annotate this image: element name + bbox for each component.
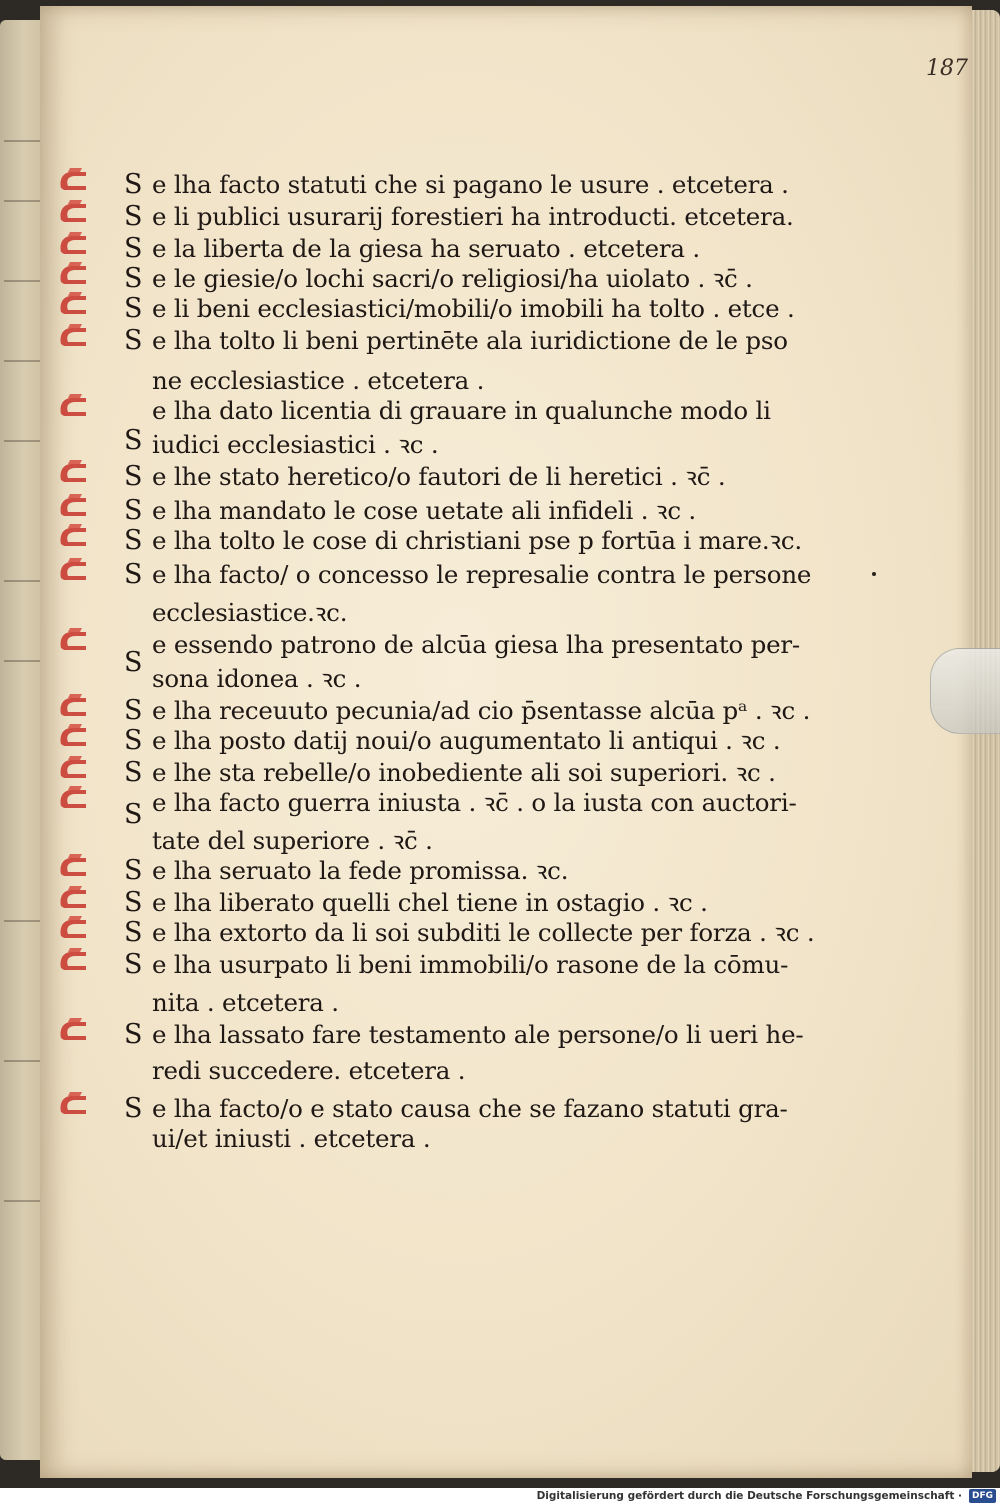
text-line: e lhe stato heretico/o fautori de li heretici . ꝛc̄ . xyxy=(152,462,726,491)
text-line: ecclesiastice.ꝛc. xyxy=(152,598,348,627)
rubric-mark-icon xyxy=(56,914,88,944)
text-line: e lha facto/o e stato causa che se fazano statuti gra- xyxy=(152,1094,788,1123)
initial-letter: S xyxy=(124,325,143,356)
rubric-mark-icon xyxy=(56,722,88,752)
text-line: e lha tolto li beni pertinēte ala iuridictione de le pso xyxy=(152,326,788,355)
rubric-mark-icon xyxy=(56,852,88,882)
initial-letter: S xyxy=(124,525,143,556)
rubric-mark-icon xyxy=(56,290,88,320)
rubric-mark-icon xyxy=(56,392,88,422)
initial-letter: S xyxy=(124,425,143,456)
initial-letter: S xyxy=(124,917,143,948)
footer-credit: Digitalisierung gefördert durch die Deutsche Forschungsgemeinschaft · xyxy=(536,1490,962,1502)
rubric-mark-icon xyxy=(56,754,88,784)
text-line: e lha lassato fare testamento ale persone/o li ueri he- xyxy=(152,1020,804,1049)
rubric-mark-icon xyxy=(56,458,88,488)
initial-letter: S xyxy=(124,799,143,830)
text-line: e lha receuuto pecunia/ad cio p̄sentasse alcūa pᵃ . ꝛc . xyxy=(152,696,811,725)
text-line: e lha facto statuti che si pagano le usure . etcetera . xyxy=(152,170,789,199)
rubric-mark-icon xyxy=(56,198,88,228)
text-line: e lha dato licentia di grauare in qualunche modo li xyxy=(152,396,771,425)
initial-letter: S xyxy=(124,757,143,788)
text-line: tate del superiore . ꝛc̄ . xyxy=(152,826,433,855)
rubric-mark-icon xyxy=(56,946,88,976)
initial-letter: S xyxy=(124,695,143,726)
text-line: redi succedere. etcetera . xyxy=(152,1056,466,1085)
text-line: e lha facto guerra iniusta . ꝛc̄ . o la iusta con auctori- xyxy=(152,788,797,817)
text-line: e le giesie/o lochi sacri/o religiosi/ha uiolato . ꝛc̄ . xyxy=(152,264,753,293)
initial-letter: S xyxy=(124,855,143,886)
initial-letter: S xyxy=(124,559,143,590)
text-line: e lha posto datij noui/o augumentato li antiqui . ꝛc . xyxy=(152,726,781,755)
rubric-mark-icon xyxy=(56,1090,88,1120)
rubric-mark-icon xyxy=(56,322,88,352)
initial-letter: S xyxy=(124,461,143,492)
initial-letter: S xyxy=(124,1093,143,1124)
text-line: e lha liberato quelli chel tiene in ostagio . ꝛc . xyxy=(152,888,708,917)
rubric-mark-icon xyxy=(56,884,88,914)
rubric-mark-icon xyxy=(56,692,88,722)
initial-letter: S xyxy=(124,647,143,678)
text-line: e lha usurpato li beni immobili/o rasone de la cōmu- xyxy=(152,950,789,979)
rubric-mark-icon xyxy=(56,260,88,290)
text-line: nita . etcetera . xyxy=(152,988,339,1017)
text-line: iudici ecclesiastici . ꝛc . xyxy=(152,430,439,459)
page-number: 187 xyxy=(926,56,968,81)
text-line: e li publici usurarij forestieri ha introducti. etcetera. xyxy=(152,202,794,231)
rubric-mark-icon xyxy=(56,492,88,522)
initial-letter: S xyxy=(124,495,143,526)
rubric-mark-icon xyxy=(56,522,88,552)
dfg-logo: DFG xyxy=(969,1489,996,1503)
page-clip xyxy=(930,648,1000,734)
initial-letter: S xyxy=(124,1019,143,1050)
text-line: e li beni ecclesiastici/mobili/o imobili ha tolto . etce . xyxy=(152,294,795,323)
text-line: e la liberta de la giesa ha seruato . etcetera . xyxy=(152,234,701,263)
text-line: sona idonea . ꝛc . xyxy=(152,664,362,693)
initial-letter: S xyxy=(124,293,143,324)
ink-dot xyxy=(872,572,876,576)
book-page xyxy=(40,6,972,1478)
initial-letter: S xyxy=(124,887,143,918)
text-line: e lha facto/ o concesso le represalie contra le persone xyxy=(152,560,812,589)
initial-letter: S xyxy=(124,725,143,756)
rubric-mark-icon xyxy=(56,1016,88,1046)
text-line: e essendo patrono de alcūa giesa lha presentato per- xyxy=(152,630,801,659)
initial-letter: S xyxy=(124,169,143,200)
initial-letter: S xyxy=(124,233,143,264)
text-line: ne ecclesiastice . etcetera . xyxy=(152,366,485,395)
rubric-mark-icon xyxy=(56,230,88,260)
text-line: e lha seruato la fede promissa. ꝛc. xyxy=(152,856,569,885)
text-line: ui/et iniusti . etcetera . xyxy=(152,1124,431,1153)
text-line: e lha extorto da li soi subditi le collecte per forza . ꝛc . xyxy=(152,918,815,947)
rubric-mark-icon xyxy=(56,166,88,196)
rubric-mark-icon xyxy=(56,626,88,656)
initial-letter: S xyxy=(124,949,143,980)
text-line: e lha tolto le cose di christiani pse p fortūa i mare.ꝛc. xyxy=(152,526,802,555)
text-line: e lhe sta rebelle/o inobediente ali soi superiori. ꝛc . xyxy=(152,758,776,787)
rubric-mark-icon xyxy=(56,556,88,586)
rubric-mark-icon xyxy=(56,784,88,814)
initial-letter: S xyxy=(124,263,143,294)
initial-letter: S xyxy=(124,201,143,232)
text-line: e lha mandato le cose uetate ali infideli . ꝛc . xyxy=(152,496,697,525)
footer xyxy=(0,1488,1000,1505)
